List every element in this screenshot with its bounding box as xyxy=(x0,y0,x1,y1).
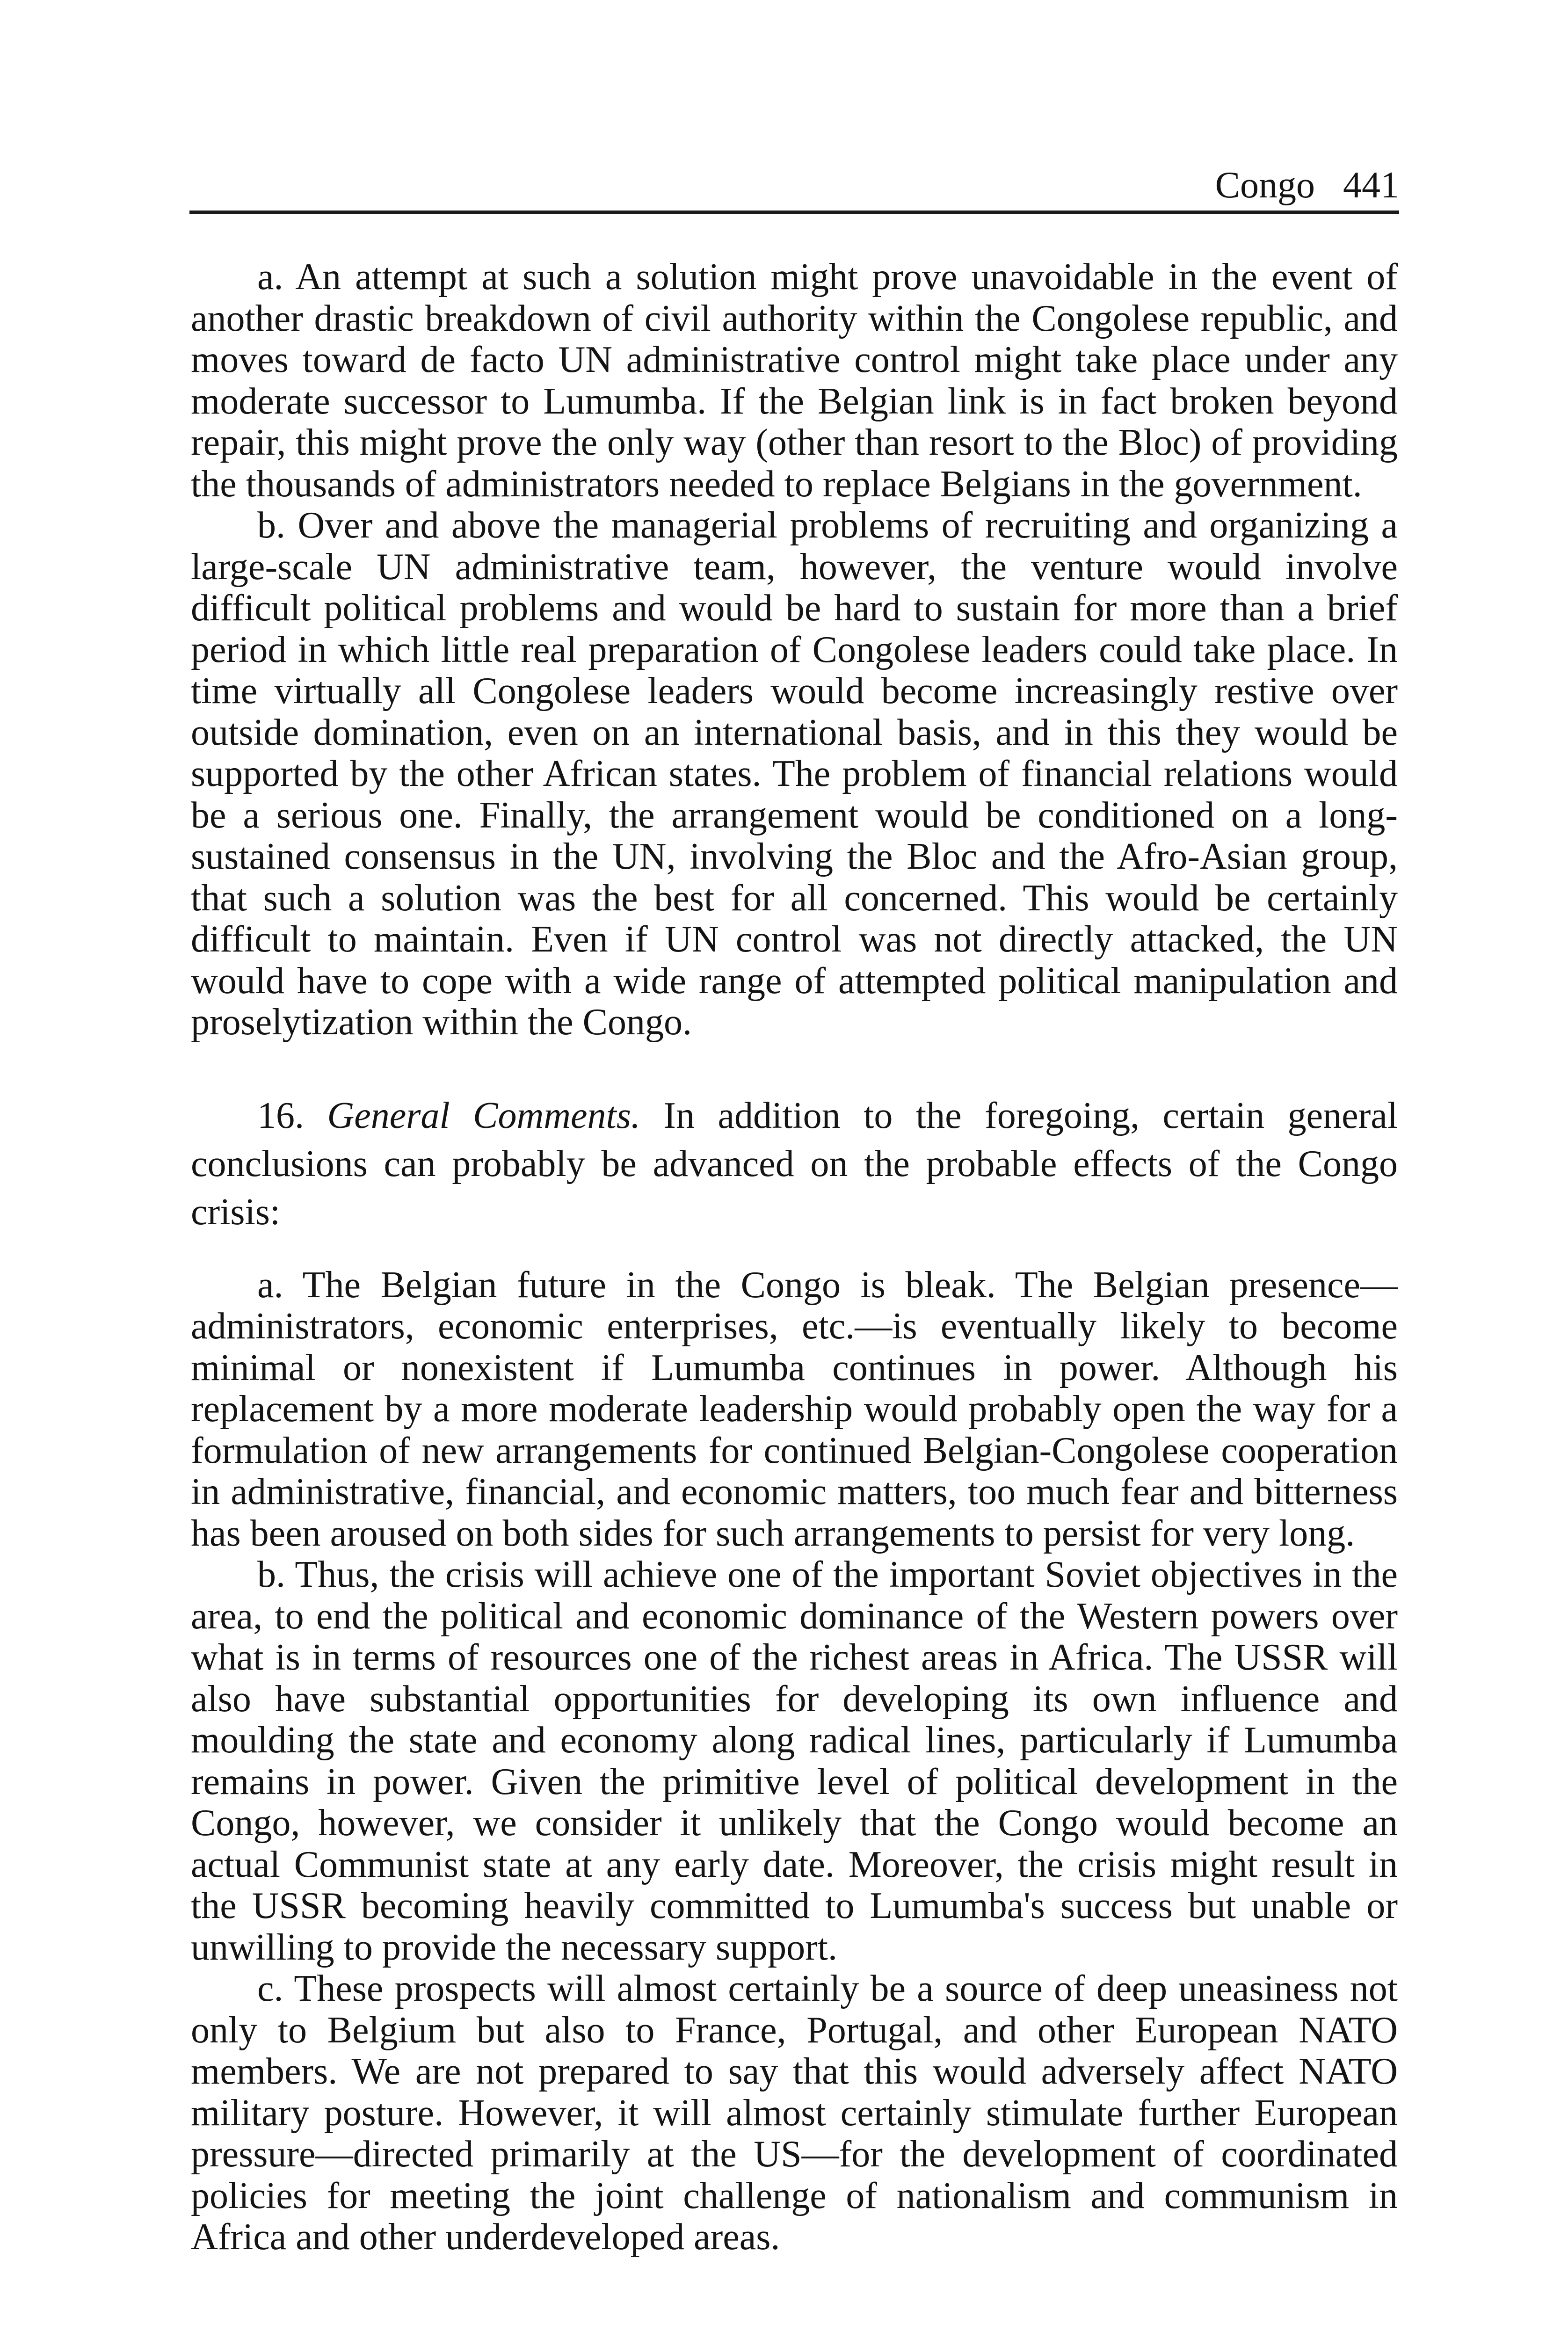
section-16-heading: General Comments. xyxy=(327,1095,640,1136)
page-number: 441 xyxy=(1343,165,1399,206)
section-16-text: In addition to the foregoing, certain general conclusions can probably be advanced on the probable effects of the Congo crisis: xyxy=(191,1095,1398,1233)
running-head xyxy=(1215,167,1399,204)
paragraph-b-venture: b. Over and above the managerial problems of recruiting and organizing a large-scale UN administrative team, however, the venture would involve difficult political problems and would be hard to sustain for more than a brief period in which little real preparation of Congolese leaders could take place. In time virtually all Congolese leaders would become increasingly restive over outside domination, even on an international basis, and in this they would be supported by the other African states. The problem of financial relations would be a serious one. Finally, the arrangement would be conditioned on a long-sustained consensus in the UN, involving the Bloc and the Afro-Asian group, that such a solution was the best for all concerned. This would be certainly difficult to maintain. Even if UN control was not directly attacked, the UN would have to cope with a wide range of attempted political manipulation and proselytization within the Congo. xyxy=(191,505,1398,1043)
paragraph-c-nato: c. These prospects will almost certainly be a source of deep uneasiness not only to Belgium but also to France, Portugal, and other European NATO members. We are not prepared to say that this would adversely affect NATO military posture. However, it will almost certainly stimulate further European pressure—directed primarily at the US—for the development of coordinated policies for meeting the joint challenge of nationalism and communism in Africa and other underdeveloped areas. xyxy=(191,1968,1398,2258)
section-16-number: 16. xyxy=(257,1095,304,1136)
paragraph-a-belgian-future: a. The Belgian future in the Congo is bleak. The Belgian presence—administrators, economic enterprises, etc.—is eventually likely to become minimal or nonexistent if Lumumba continues in power. Although his replacement by a more moderate leadership would probably open the way for a formulation of new arrangements for continued Belgian-Congolese cooperation in administrative, financial, and economic matters, too much fear and bitterness has been aroused on both sides for such arrangements to persist for very long. xyxy=(191,1264,1398,1554)
paragraph-a-solution: a. An attempt at such a solution might prove unavoidable in the event of another drastic breakdown of civil authority within the Congolese republic, and moves toward de facto UN administrative control might take place under any moderate successor to Lumumba. If the Belgian link is in fact broken beyond repair, this might prove the only way (other than resort to the Bloc) of providing the thousands of administrators needed to replace Belgians in the government. xyxy=(191,256,1398,505)
page-body xyxy=(191,256,1398,2258)
paragraph-b-soviet-objectives: b. Thus, the crisis will achieve one of the important Soviet objectives in the area, to end the political and economic dominance of the Western powers over what is in terms of resources one of the richest areas in Africa. The USSR will also have substantial opportunities for developing its own influence and moulding the state and economy along radical lines, particularly if Lumumba remains in power. Given the primitive level of political development in the Congo, however, we consider it unlikely that the Congo would become an actual Communist state at any early date. Moreover, the crisis might result in the USSR becoming heavily committed to Lumumba's success but unable or unwilling to provide the necessary support. xyxy=(191,1554,1398,1968)
page-header xyxy=(189,154,1399,214)
section-16-paragraph xyxy=(191,1092,1398,1236)
running-title: Congo xyxy=(1215,165,1315,206)
